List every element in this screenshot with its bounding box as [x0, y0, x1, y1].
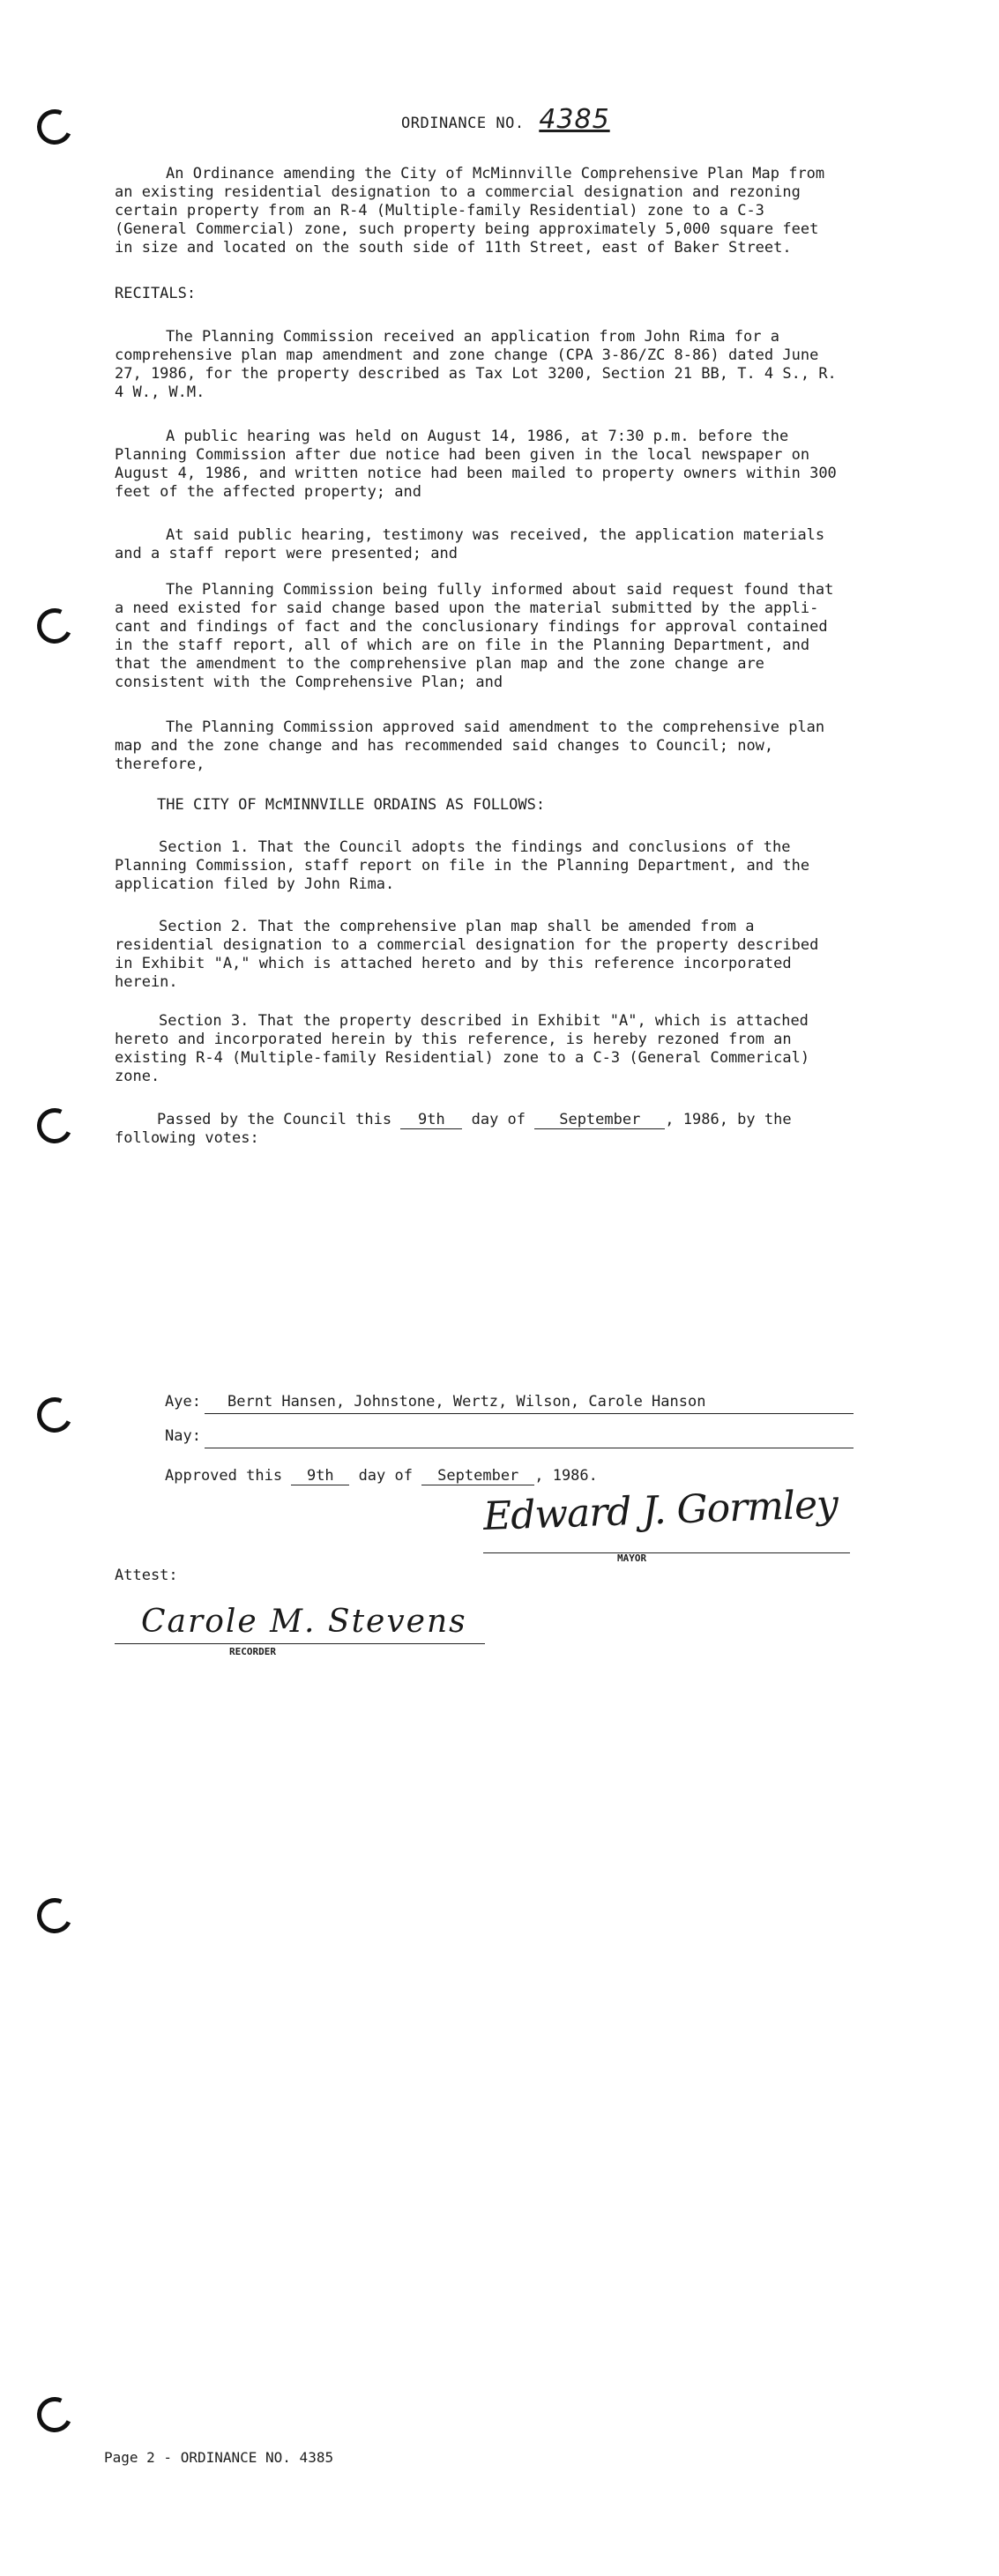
punch-hole-2	[32, 603, 77, 648]
approved-line	[165, 1467, 598, 1485]
aye-value: Bernt Hansen, Johnstone, Wertz, Wilson, Carole Hanson	[227, 1393, 706, 1411]
recorder-signature-line	[115, 1643, 485, 1644]
punch-hole-1	[32, 104, 77, 149]
approved-suffix: , 1986.	[534, 1467, 598, 1485]
section-3: Section 3. That the property described in Exhibit "A", which is attached hereto and incorporated herein by this reference, is hereby rezoned from an existing R-4 (Multiple-family Residential) zone to a C-3 (General Commerical) zone.	[115, 1012, 810, 1085]
approved-mid: day of	[358, 1467, 413, 1485]
ordinance-title	[401, 104, 610, 135]
mayor-signature-line	[483, 1552, 850, 1553]
page-footer: Page 2 - ORDINANCE NO. 4385	[104, 2449, 334, 2466]
punch-hole-5	[32, 1893, 77, 1938]
aye-line	[205, 1413, 854, 1414]
passed-month: September	[534, 1111, 665, 1129]
passed-mid: day of	[471, 1111, 526, 1128]
ordains-heading: THE CITY OF McMINNVILLE ORDAINS AS FOLLOWS:	[157, 796, 546, 814]
approved-month: September	[421, 1467, 534, 1485]
approved-day: 9th	[291, 1467, 349, 1485]
mayor-label: MAYOR	[617, 1552, 647, 1564]
passed-day: 9th	[400, 1111, 462, 1129]
attest-label: Attest:	[115, 1567, 178, 1584]
punch-hole-6	[32, 2392, 77, 2437]
nay-label: Nay:	[165, 1427, 201, 1445]
recital-3: At said public hearing, testimony was received, the application materials and a staff report were presented; and	[115, 526, 825, 562]
recital-1: The Planning Commission received an application from John Rima for a comprehensive plan map amendment and zone change (CPA 3-86/ZC 8-86) dated June 27, 1986, for the property described as Tax Lot 3200, Section 21 BB, T. 4 S., R. 4 W., W.M.	[115, 328, 837, 401]
passed-line	[157, 1111, 792, 1129]
approved-prefix: Approved this	[165, 1467, 283, 1485]
punch-hole-3	[32, 1103, 77, 1148]
passed-line-2: following votes:	[115, 1129, 259, 1147]
recorder-signature: Carole M. Stevens	[141, 1604, 467, 1640]
punch-hole-4	[32, 1392, 77, 1437]
title-prefix: ORDINANCE NO.	[401, 115, 525, 132]
recital-4: The Planning Commission being fully informed about said request found that a need existed for said change based upon the material submitted by the appli- cant and findings of fact and the conclusionary findings for approval contained in the staff report, all of which are on file in the Planning Department, and that the amendment to the comprehensive plan map and the zone change are consistent with the Comprehensive Plan; and	[115, 581, 834, 691]
recital-5: The Planning Commission approved said amendment to the comprehensive plan map and the zone change and has recommended said changes to Council; now, therefore,	[115, 718, 825, 773]
section-2: Section 2. That the comprehensive plan map shall be amended from a residential designation to a commercial designation for the property described in Exhibit "A," which is attached hereto and by this reference incorporated herein.	[115, 918, 819, 991]
aye-label: Aye:	[165, 1393, 201, 1411]
recorder-label: RECORDER	[229, 1646, 276, 1657]
section-1: Section 1. That the Council adopts the findings and conclusions of the Planning Commission, staff report on file in the Planning Department, and the application filed by John Rima.	[115, 838, 810, 893]
passed-suffix: , 1986, by the	[665, 1111, 792, 1128]
mayor-signature: Edward J. Gormley	[482, 1482, 839, 1539]
recital-2: A public hearing was held on August 14, 1986, at 7:30 p.m. before the Planning Commission after due notice had been given in the local newspaper on August 4, 1986, and written notice had been mailed to property owners within 300 feet of the affected property; and	[115, 428, 837, 501]
intro-paragraph: An Ordinance amending the City of McMinnville Comprehensive Plan Map from an existing residential designation to a commercial designation and rezoning certain property from an R-4 (Multiple-family Residential) zone to a C-3 (General Commercial) zone, such property being approximately 5,000 square feet in size and located on the south side of 11th Street, east of Baker Street.	[115, 165, 825, 257]
recitals-heading: RECITALS:	[115, 285, 197, 302]
ordinance-number: 4385	[539, 104, 610, 135]
passed-prefix: Passed by the Council this	[157, 1111, 392, 1128]
